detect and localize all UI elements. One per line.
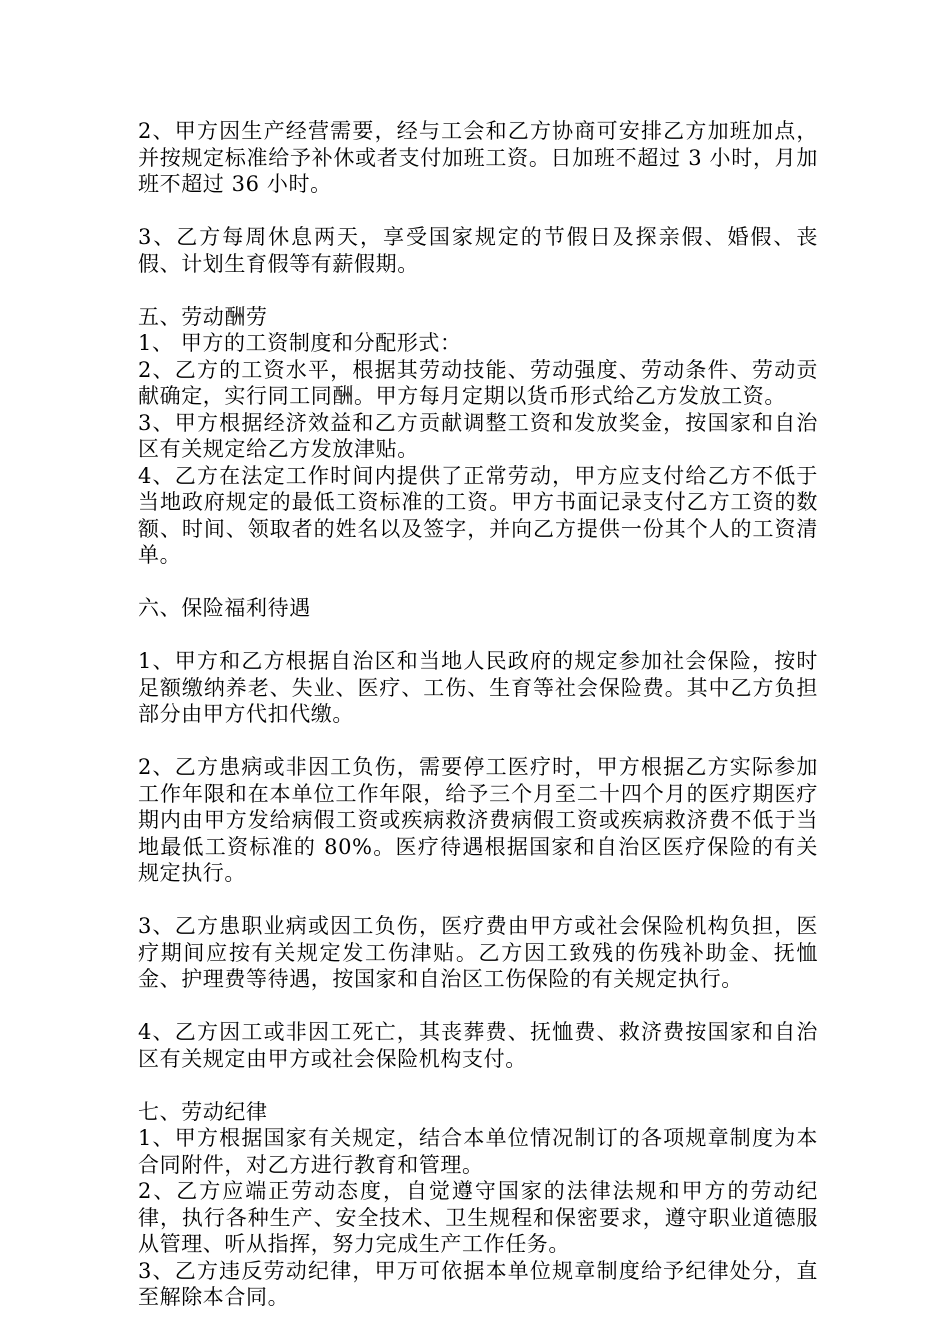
paragraph-gap [138, 728, 818, 755]
paragraph-gap [138, 569, 818, 596]
section-heading-remuneration: 五、劳动酬劳 [138, 304, 268, 329]
paragraph-sick-leave: 2、乙方患病或非因工负伤，需要停工医疗时，甲方根据乙方实际参加工作年限和在本单位工作年限，给予三个月至二十四个月的医疗期医疗期内由甲方发给病假工资或疾病救济费病假工资或疾病救济费不低于当地最低工资标准的 80%。医疗待遇根据国家和自治区医疗保险的有关规定执行。 [138, 755, 818, 885]
section-heading-insurance: 六、保险福利待遇 [138, 596, 311, 620]
paragraph-rules: 1、甲方根据国家有关规定，结合本单位情况制订的各项规章制度为本合同附件，对乙方进行教育和管理。 [138, 1126, 818, 1177]
paragraph-gap [138, 277, 818, 304]
document-page [138, 118, 818, 1311]
paragraph-overtime: 2、甲方因生产经营需要，经与工会和乙方协商可安排乙方加班加点，并按规定标准给予补休或者支付加班工资。日加班不超过 3 小时，月加班不超过 36 小时。 [138, 119, 818, 196]
paragraph-gap [138, 1072, 818, 1099]
paragraph-social-insurance: 1、甲方和乙方根据自治区和当地人民政府的规定参加社会保险，按时足额缴纳养老、失业、医疗、工伤、生育等社会保险费。其中乙方负担部分由甲方代扣代缴。 [138, 649, 818, 726]
paragraph-conduct: 2、乙方应端正劳动态度，自觉遵守国家的法律法规和甲方的劳动纪律，执行各种生产、安全技术、卫生规程和保密要求，遵守职业道德服从管理、听从指挥，努力完成生产工作任务。 [138, 1179, 818, 1256]
paragraph-rest-days: 3、乙方每周休息两天，享受国家规定的节假日及探亲假、婚假、丧假、计划生育假等有薪假期。 [138, 225, 818, 276]
paragraph-wage-level: 2、乙方的工资水平，根据其劳动技能、劳动强度、劳动条件、劳动贡献确定，实行同工同酬。甲方每月定期以货币形式给乙方发放工资。 [138, 357, 818, 408]
paragraph-violation: 3、乙方违反劳动纪律，甲万可依据本单位规章制度给予纪律处分，直至解除本合同。 [138, 1258, 818, 1309]
paragraph-gap [138, 993, 818, 1020]
paragraph-gap [138, 887, 818, 914]
paragraph-work-injury: 3、乙方患职业病或因工负伤，医疗费由甲方或社会保险机构负担，医疗期间应按有关规定发工伤津贴。乙方因工致残的伤残补助金、抚恤金、护理费等待遇，按国家和自治区工伤保险的有关规定执行。 [138, 914, 818, 991]
paragraph-bonus: 3、甲方根据经济效益和乙方贡献调整工资和发放奖金，按国家和自治区有关规定给乙方发放津贴。 [138, 410, 818, 461]
paragraph-minimum-wage: 4、乙方在法定工作时间内提供了正常劳动，甲方应支付给乙方不低于当地政府规定的最低工资标准的工资。甲方书面记录支付乙方工资的数额、时间、领取者的姓名以及签字，并向乙方提供一份其个人的工资清单。 [138, 463, 818, 567]
paragraph-gap [138, 198, 818, 225]
section-heading-discipline: 七、劳动纪律 [138, 1099, 268, 1124]
paragraph-wage-system: 1、 甲方的工资制度和分配形式： [138, 331, 462, 355]
paragraph-death-benefits: 4、乙方因工或非因工死亡，其丧葬费、抚恤费、救济费按国家和自治区有关规定由甲方或社会保险机构支付。 [138, 1020, 818, 1071]
paragraph-gap [138, 622, 818, 649]
